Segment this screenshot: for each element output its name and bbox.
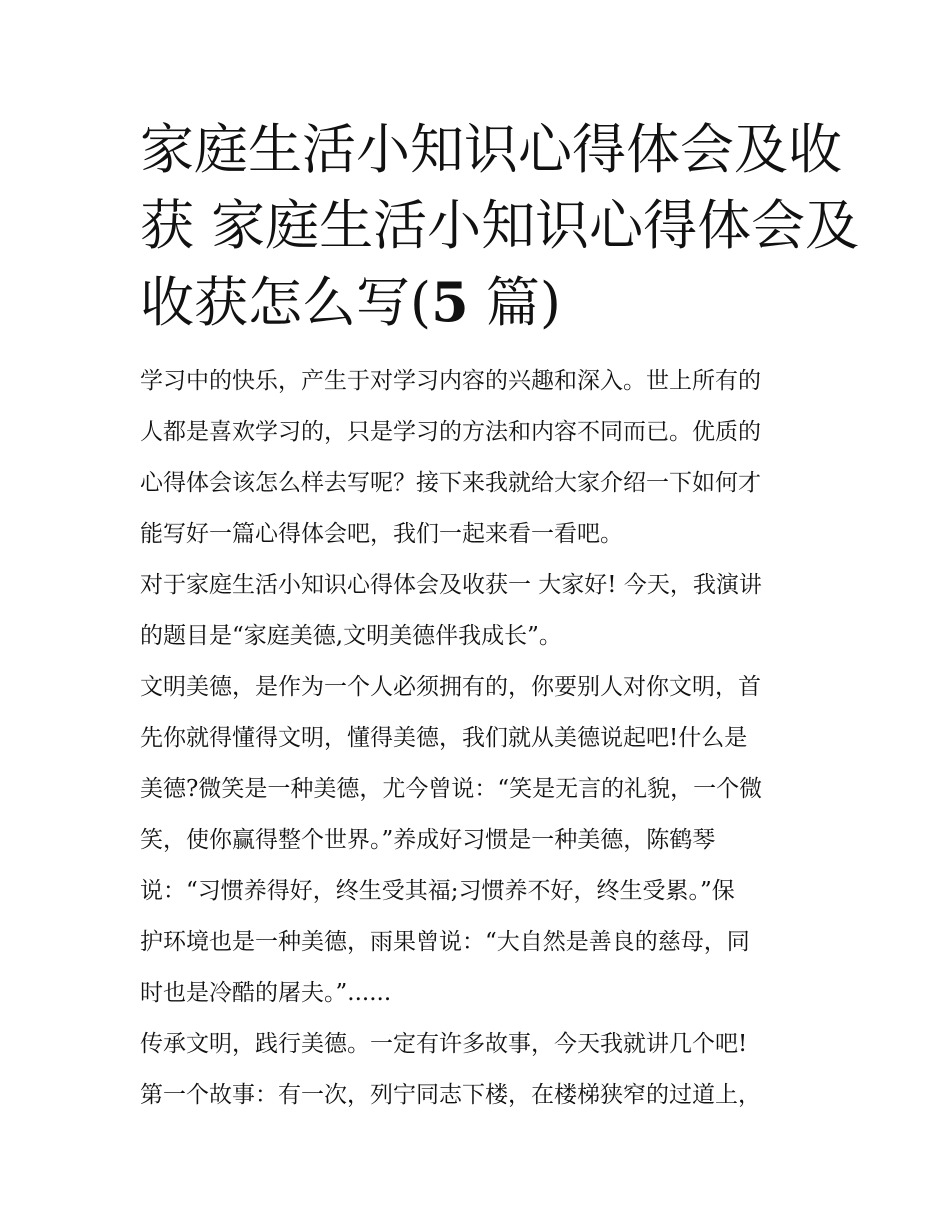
body-line: 时也是冷酷的屠夫。”...... bbox=[140, 980, 392, 1006]
body-line: 的题目是“家庭美德,文明美德伴我成长”。 bbox=[140, 623, 562, 649]
body-line: 能写好一篇心得体会吧，我们一起来看一看吧。 bbox=[140, 521, 623, 547]
body-line: 人都是喜欢学习的，只是学习的方法和内容不同而已。优质的 bbox=[140, 419, 761, 445]
title-line-2: 获 家庭生活小知识心得体会及 bbox=[140, 194, 860, 257]
title-number: 5 bbox=[431, 270, 469, 334]
body-line: 对于家庭生活小知识心得体会及收获一 大家好! 今天，我演讲 bbox=[140, 572, 762, 598]
body-line: 传承文明，践行美德。一定有许多故事，今天我就讲几个吧! bbox=[140, 1031, 748, 1057]
body-line: 先你就得懂得文明，懂得美德，我们就从美德说起吧!什么是 bbox=[140, 725, 748, 751]
title-line-1: 家庭生活小知识心得体会及收 bbox=[140, 118, 842, 181]
body-line: 护环境也是一种美德，雨果曾说：“大自然是善良的慈母，同 bbox=[140, 929, 750, 955]
body-line: 心得体会该怎么样去写呢？接下来我就给大家介绍一下如何才 bbox=[140, 470, 761, 496]
title-line-3: 收获怎么写(5 篇) bbox=[140, 270, 561, 334]
body-line: 说：“习惯养得好，终生受其福;习惯养不好，终生受累。”保 bbox=[140, 878, 735, 904]
body-line: 美德?微笑是一种美德，尤今曾说：“笑是无言的礼貌，一个微 bbox=[140, 776, 763, 802]
body-line: 笑，使你赢得整个世界。”养成好习惯是一种美德，陈鹤琴 bbox=[140, 827, 716, 853]
document-title bbox=[140, 112, 860, 341]
body-line: 第一个故事：有一次，列宁同志下楼，在楼梯狭窄的过道上， bbox=[140, 1082, 761, 1108]
document-body bbox=[140, 356, 820, 1121]
body-line: 文明美德，是作为一个人必须拥有的，你要别人对你文明，首 bbox=[140, 674, 761, 700]
body-line: 学习中的快乐，产生于对学习内容的兴趣和深入。世上所有的 bbox=[140, 368, 761, 394]
